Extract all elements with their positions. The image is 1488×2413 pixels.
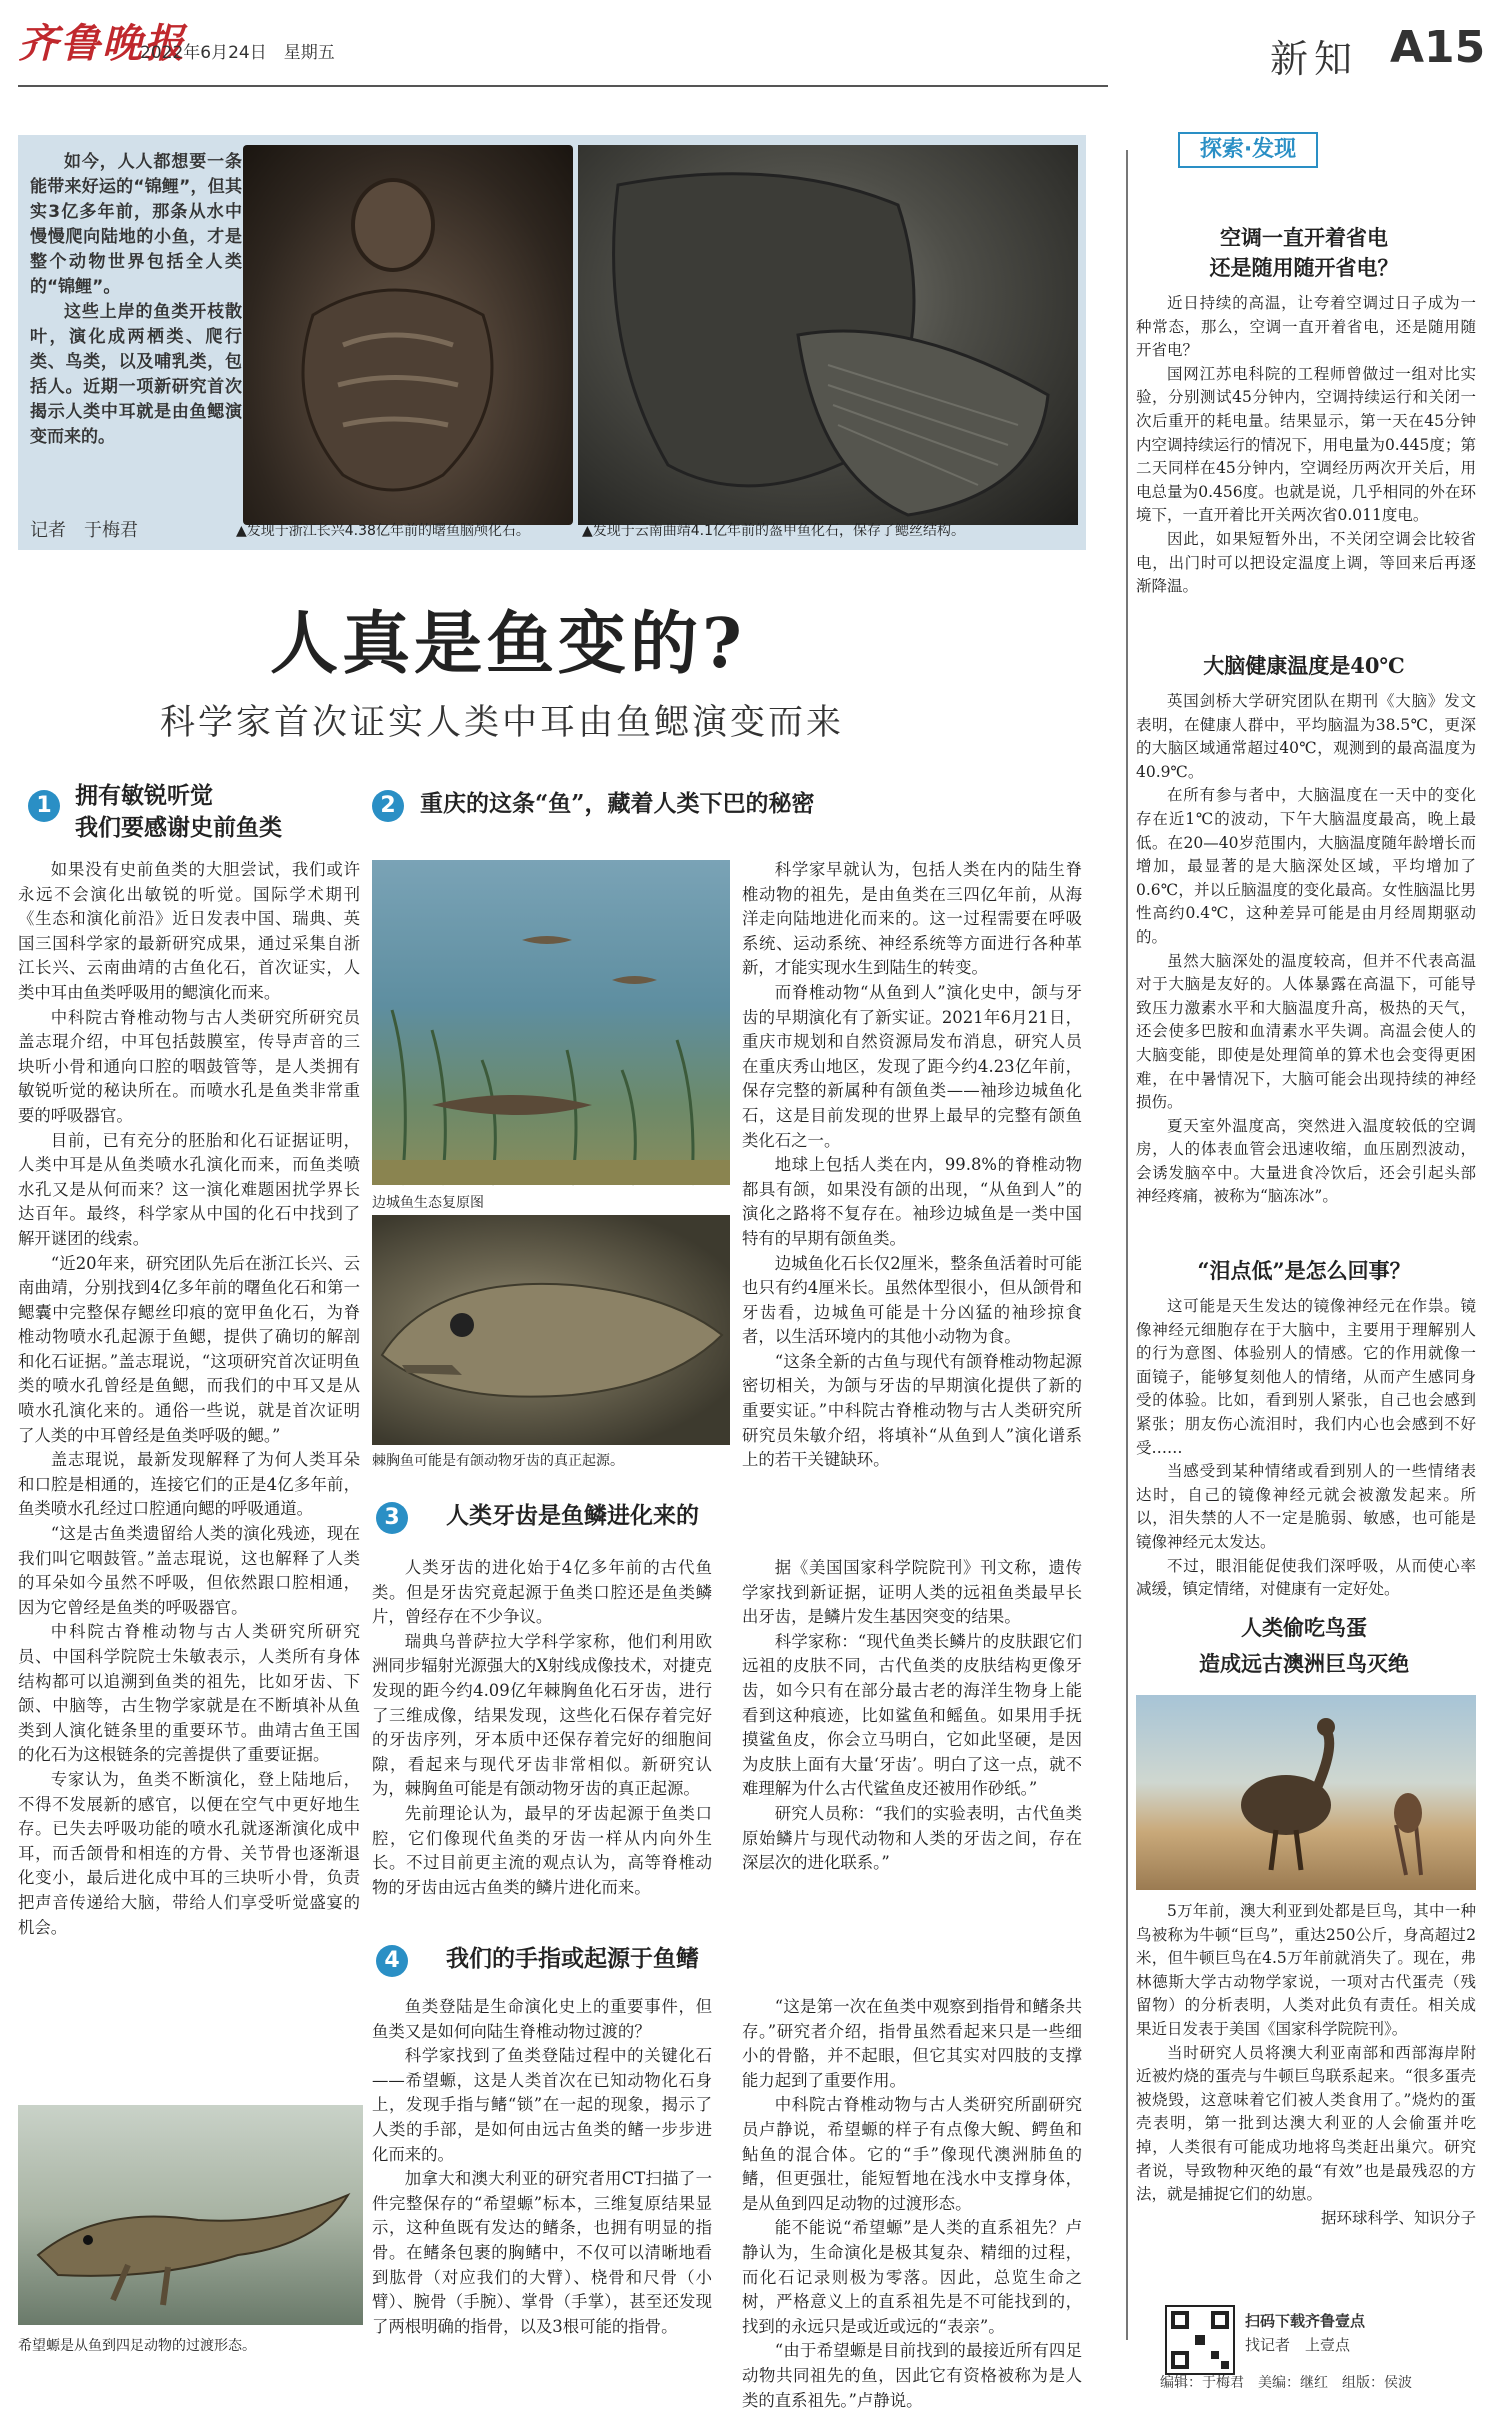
sidebar-a4-body [1136, 1900, 1476, 2230]
side-paragraph: 近日持续的高温，让夸着空调过日子成为一种常态，那么，空调一直开着省电，还是随用随开省电？ [1136, 294, 1476, 360]
side-paragraph: 5万年前，澳大利亚到处都是巨鸟，其中一种鸟被称为牛顿“巨鸟”，重达250公斤，身高超过2米，但牛顿巨鸟在4.5万年前就消失了。现在，弗林德斯大学古动物学家说，一项对古代蛋壳（残留物）的分析表明，人类对此负有责任。相关成果近日发表于美国《国家科学院院刊》。 [1136, 1902, 1476, 2038]
side-paragraph: 英国剑桥大学研究团队在期刊《大脑》发文表明，在健康人群中，平均脑温为38.5℃，更深的大脑区域通常超过40℃，观测到的最高温度为40.9℃。 [1136, 692, 1476, 781]
sidebar-a4-title-2: 造成远古澳洲巨鸟灭绝 [1199, 1651, 1409, 1676]
intro-paragraph: 如今，人人都想要一条能带来好运的“锦鲤”，但其实3亿多年前，那条从水中慢慢爬向陆地的小鱼，才是整个动物世界包括全人类的“锦鲤”。 [30, 152, 242, 297]
body-paragraph: “这条全新的古鱼与现代有颌脊椎动物起源密切相关，为颌与牙齿的早期演化提供了新的重要实证。”中科院古脊椎动物与古人类研究所研究员朱敏介绍，将填补“从鱼到人”演化谱系上的若干关键缺环。 [742, 1351, 1082, 1470]
fossil-photo-armor [578, 145, 1078, 525]
sidebar-a4-title-1: 人类偷吃鸟蛋 [1241, 1615, 1367, 1640]
newspaper-logo: 齐鲁晚报 [18, 20, 186, 67]
sidebar-a2-body [1136, 690, 1476, 1209]
fish2-caption: 棘胸鱼可能是有颌动物牙齿的真正起源。 [372, 1453, 624, 1469]
body-paragraph: “由于希望螈是目前找到的最接近所有四足动物共同祖先的鱼，因此它有资格被称为是人类的直系祖先。”卢静说。 [742, 2341, 1082, 2410]
body-paragraph: 研究人员称：“我们的实验表明，古代鱼类原始鳞片与现代动物和人类的牙齿之间，存在深层次的进化联系。” [742, 1803, 1082, 1873]
giant-bird-illustration [1136, 1695, 1476, 1890]
section-name: 新知 [1270, 37, 1359, 81]
section-2-title: 重庆的这条“鱼”，藏着人类下巴的秘密 [420, 790, 815, 817]
qr-code-icon[interactable] [1165, 2305, 1235, 2375]
section-1-body [18, 858, 360, 1940]
body-paragraph: 人类牙齿的进化始于4亿多年前的古代鱼类。但是牙齿究竟起源于鱼类口腔还是鱼类鳞片，曾经存在不少争议。 [372, 1558, 712, 1627]
body-paragraph: “这是第一次在鱼类中观察到指骨和鳍条共存。”研究者介绍，指骨虽然看起来只是一些细小的骨骼，并不起眼，但它其实对四肢的支撑能力起到了重要作用。 [742, 1997, 1082, 2090]
section-number-1: 1 [28, 790, 60, 822]
section-4-title: 我们的手指或起源于鱼鳍 [446, 1945, 699, 1972]
section-1-title-line1: 拥有敏锐听觉 [75, 782, 213, 809]
sidebar-a1-body [1136, 292, 1476, 599]
body-paragraph: 科学家称：“现代鱼类长鳞片的皮肤跟它们远祖的皮肤不同，古代鱼类的皮肤结构更像牙齿，如今只有在部分最古老的海洋生物身上能看到这种痕迹，比如鲨鱼和鳐鱼。如果用手抚摸鲨鱼皮，你会立马明白，它如此坚硬，是因为皮肤上面有大量‘牙齿’。明白了这一点，就不难理解为什么古代鲨鱼皮还被用作砂纸。” [742, 1631, 1082, 1799]
body-paragraph: 如果没有史前鱼类的大胆尝试，我们或许永远不会演化出敏锐的听觉。国际学术期刊《生态和演化前沿》近日发表中国、瑞典、英国三国科学家的最新研究成果，通过采集自浙江长兴、云南曲靖的古鱼化石，首次证实，人类中耳由鱼类呼吸用的鳃演化而来。 [18, 860, 360, 1002]
section-4-body-right [742, 1995, 1082, 2413]
reporter-byline: 记者 于梅君 [30, 520, 138, 541]
tiktaalik-caption: 希望螈是从鱼到四足动物的过渡形态。 [18, 2338, 256, 2354]
body-paragraph: 专家认为，鱼类不断演化，登上陆地后，不得不发展新的感官，以便在空气中更好地生存。已失去呼吸功能的喷水孔就逐渐演化成中耳，而舌颌骨和相连的方骨、关节骨也逐渐退化变小，最后进化成中耳的三块听小骨，负责把声音传递给大脑，带给人们享受听觉盛宴的机会。 [18, 1769, 360, 1937]
side-paragraph: 不过，眼泪能促使我们深呼吸，从而使心率减缓，镇定情绪，对健康有一定好处。 [1136, 1556, 1476, 1599]
jixiongyu-photo [372, 1215, 730, 1445]
body-paragraph: 据《美国国家科学院院刊》刊文称，遗传学家找到新证据，证明人类的远祖鱼类最早长出牙齿，是鳞片发生基因突变的结果。 [742, 1558, 1082, 1627]
fossil-photo-brain [243, 145, 573, 525]
fossil-caption-2: ▲发现于云南曲靖4.1亿年前的盔甲鱼化石，保存了鳃丝结构。 [582, 523, 966, 539]
body-paragraph: 能不能说“希望螈”是人类的直系祖先？卢静认为，生命演化是极其复杂、精细的过程，而化石记录则极为零落。因此，总览生命之树，严格意义上的直系祖先是不可能找到的，找到的永远只是或近或远的“表亲”。 [742, 2218, 1082, 2336]
section-number-2: 2 [372, 790, 404, 822]
body-paragraph: 加拿大和澳大利亚的研究者用CT扫描了一件完整保存的“希望螈”标本，三维复原结果显示，这种鱼既有发达的鳍条，也拥有明显的指骨。在鳍条包裹的胸鳍中，不仅可以清晰地看到肱骨（对应我们的大臂）、桡骨和尺骨（小臂）、腕骨（手腕）、掌骨（手掌），甚至还发现了两根明确的指骨，以及3根可能的指骨。 [372, 2169, 712, 2336]
body-paragraph: 目前，已有充分的胚胎和化石证据证明，人类中耳是从鱼类喷水孔演化而来，而鱼类喷水孔又是从何而来？这一演化难题困扰学界长达百年。最终，科学家从中国的化石中找到了解开谜团的线索。 [18, 1130, 360, 1248]
section-1-title-line2: 我们要感谢史前鱼类 [75, 814, 282, 841]
section-3-body-left [372, 1556, 712, 1900]
body-paragraph: 中科院古脊椎动物与古人类研究所研究员盖志琨介绍，中耳包括鼓膜室，传导声音的三块听小骨和通向口腔的咽鼓管等，是人类拥有敏锐听觉的秘诀所在。而喷水孔是鱼类非常重要的呼吸器官。 [18, 1007, 360, 1125]
issue-date: 2022年6月24日 星期五 [140, 43, 335, 63]
main-headline: 人真是鱼变的? [270, 604, 746, 684]
fish1-caption: 边城鱼生态复原图 [372, 1195, 484, 1211]
body-paragraph: 而脊椎动物“从鱼到人”演化史中，颌与牙齿的早期演化有了新实证。2021年6月21日，重庆市规划和自然资源局发布消息，研究人员在重庆秀山地区，发现了距今约4.23亿年前，保存完整的新属种有颌鱼类——袖珍边城鱼化石，这是目前发现的世界上最早的完整有颌鱼类化石之一。 [742, 982, 1082, 1150]
section-number-4: 4 [376, 1945, 408, 1977]
side-paragraph: 虽然大脑深处的温度较高，但并不代表高温对于大脑是友好的。人体暴露在高温下，可能导致压力激素水平和大脑温度升高，极热的天气，还会使多巴胺和血清素水平失调。高温会使人的大脑变能，即使是处理简单的算术也会变得更困难，在中暑情况下，大脑可能会出现持续的神经损伤。 [1136, 951, 1476, 1112]
body-paragraph: “这是古鱼类遗留给人类的演化残迹，现在我们叫它咽鼓管。”盖志琨说，这也解释了人类的耳朵如今虽然不呼吸，但依然跟口腔相通，因为它曾经是鱼类的呼吸器官。 [18, 1524, 360, 1617]
side-source: 据环球科学、知识分子 [1320, 2208, 1476, 2227]
side-paragraph: 因此，如果短暂外出，不关闭空调会比较省电，出门时可以把设定温度上调，等回来后再逐渐降温。 [1136, 529, 1476, 596]
masthead-rule [18, 85, 1108, 87]
page-number: A15 [1390, 22, 1486, 73]
fossil-caption-1: ▲发现于浙江长兴4.38亿年前的曙鱼脑颅化石。 [236, 523, 530, 539]
body-paragraph: 盖志琨说，最新发现解释了为何人类耳朵和口腔是相通的，连接它们的正是4亿多年前，鱼类喷水孔经过口腔通向鳃的呼吸通道。 [18, 1450, 360, 1519]
body-paragraph: 地球上包括人类在内，99.8%的脊椎动物都具有颌，如果没有颌的出现，“从鱼到人”的演化之路将不复存在。袖珍边城鱼是一类中国特有的早期有颌鱼类。 [742, 1155, 1082, 1248]
section-number-3: 3 [376, 1502, 408, 1534]
side-paragraph: 国网江苏电科院的工程师曾做过一组对比实验，分别测试45分钟内，空调持续运行和关闭一次后重开的耗电量。结果显示，第一天在45分钟内空调持续运行的情况下，用电量为0.445度；第二天同样在45分钟内，空调经历两次开关后，用电总量为0.456度。也就是说，几乎相同的外在环境下，一直开着比开关两次省0.011度电。 [1136, 364, 1476, 525]
sidebar-a3-title: “泪点低”是怎么回事？ [1197, 1258, 1411, 1283]
body-paragraph: 鱼类登陆是生命演化史上的重要事件，但鱼类又是如何向陆生脊椎动物过渡的？ [372, 1997, 712, 2041]
body-paragraph: 中科院古脊椎动物与古人类研究所研究员、中国科学院院士朱敏表示，人类所有身体结构都可以追溯到鱼类的祖先，比如牙齿、下颌、中脑等，古生物学家就是在不断填补从鱼类到人演化链条里的重要环节。曲靖古鱼王国的化石为这根链条的完善提供了重要证据。 [18, 1622, 360, 1765]
sub-headline: 科学家首次证实人类中耳由鱼鳃演变而来 [160, 703, 845, 743]
section-3-title: 人类牙齿是鱼鳞进化来的 [446, 1502, 699, 1529]
tiktaalik-illustration [18, 2105, 363, 2325]
section-4-body-left [372, 1995, 712, 2339]
side-paragraph: 夏天室外温度高，突然进入温度较低的空调房，人的体表血管会迅速收缩，血压剧烈波动，会诱发脑卒中。大量进食冷饮后，还会引起头部神经疼痛，被称为“脑冻冰”。 [1136, 1116, 1476, 1206]
page-credits: 编辑：于梅君 美编：继红 组版：侯波 [1160, 2375, 1412, 2391]
sidebar-divider [1126, 150, 1128, 2340]
intro-paragraph: 这些上岸的鱼类开枝散叶，演化成两栖类、爬行类、鸟类，以及哺乳类，包括人。近期一项新研究首次揭示人类中耳就是由鱼鳃演变而来的。 [30, 302, 242, 447]
qr-label-2: 找记者 上壹点 [1245, 2336, 1351, 2354]
body-paragraph: “近20年来，研究团队先后在浙江长兴、云南曲靖，分别找到4亿多年前的曙鱼化石和第一鳃囊中完整保存鳃丝印痕的宽甲鱼化石，为脊椎动物喷水孔起源于鱼鳃，提供了确切的解剖和化石证据。”盖志琨说，“这项研究首次证明鱼类的喷水孔曾经是鱼鳃，而我们的中耳又是从喷水孔演化来的。通俗一些说，就是首次证明了人类的中耳曾经是鱼类呼吸的鳃。” [18, 1253, 360, 1445]
side-paragraph: 在所有参与者中，大脑温度在一天中的变化存在近1℃的波动，下午大脑温度最高，晚上最低。在20—40岁范围内，大脑温度随年龄增长而增加，最显著的是大脑深处区域，平均增加了0.6℃，并以丘脑温度的变化最高。女性脑温比男性高约0.4℃，这种差异可能是由月经周期驱动的。 [1136, 786, 1476, 946]
qr-label-1: 扫码下载齐鲁壹点 [1245, 2312, 1366, 2330]
body-paragraph: 科学家早就认为，包括人类在内的陆生脊椎动物的祖先，是由鱼类在三四亿年前，从海洋走向陆地进化而来的。这一过程需要在呼吸系统、运动系统、神经系统等方面进行各种革新，才能实现水生到陆生的转变。 [742, 860, 1082, 978]
side-paragraph: 这可能是天生发达的镜像神经元在作祟。镜像神经元细胞存在于大脑中，主要用于理解别人的行为意图、体验别人的情感。它的作用就像一面镜子，能够复刻他人的情绪，从而产生感同身受的体验。比如，看到别人紧张，自己也会感到紧张；朋友伤心流泪时，我们内心也会感到不好受…… [1136, 1297, 1476, 1457]
body-paragraph: 中科院古脊椎动物与古人类研究所副研究员卢静说，希望螈的样子有点像大鲵、鳄鱼和鲇鱼的混合体。它的“手”像现代澳洲肺鱼的鳍，但更强壮，能短暂地在浅水中支撑身体，是从鱼到四足动物的过渡形态。 [742, 2095, 1082, 2213]
intro-text [30, 150, 242, 450]
side-paragraph: 当感受到某种情绪或看到别人的一些情绪表达时，自己的镜像神经元就会被激发起来。所以，泪失禁的人不一定是脆弱、敏感，也可能是镜像神经元太发达。 [1136, 1462, 1476, 1551]
body-paragraph: 边城鱼化石长仅2厘米，整条鱼活着时可能也只有约4厘米长。虽然体型很小，但从颌骨和牙齿看，边城鱼可能是十分凶猛的袖珍掠食者，以生活环境内的其他小动物为食。 [742, 1253, 1082, 1347]
section-2-body [742, 858, 1082, 1473]
body-paragraph: 先前理论认为，最早的牙齿起源于鱼类口腔，它们像现代鱼类的牙齿一样从内向外生长。不过目前更主流的观点认为，高等脊椎动物的牙齿由远古鱼类的鳞片进化而来。 [372, 1803, 712, 1897]
section-1-title [75, 780, 282, 844]
sidebar-a3-body [1136, 1295, 1476, 1602]
sidebar-a1-title-1: 空调一直开着省电 [1220, 225, 1388, 250]
sidebar-tag: 探索·发现 [1178, 132, 1318, 168]
body-paragraph: 科学家找到了鱼类登陆过程中的关键化石——希望螈，这是人类首次在已知动物化石身上，发现手指与鳍“锁”在一起的现象，揭示了人类的手部，是如何由远古鱼类的鳍一步步进化而来的。 [372, 2046, 712, 2164]
sidebar-a2-title: 大脑健康温度是40℃ [1203, 653, 1405, 678]
body-paragraph: 瑞典乌普萨拉大学科学家称，他们利用欧洲同步辐射光源强大的X射线成像技术，对捷克发现的距今约4.09亿年棘胸鱼化石牙齿，进行了三维成像，结果发现，这些化石保存着完好的牙齿序列，牙本质中还保存着完好的细胞间隙，看起来与现代牙齿非常相似。新研究认为，棘胸鱼可能是有颌动物牙齿的真正起源。 [372, 1631, 712, 1799]
sidebar-a1-title-2: 还是随用随开省电？ [1209, 255, 1399, 280]
section-3-body-right [742, 1556, 1082, 1876]
bianchengyu-reconstruction [372, 860, 730, 1185]
side-paragraph: 当时研究人员将澳大利亚南部和西部海岸附近被灼烧的蛋壳与牛顿巨鸟联系起来。“很多蛋壳被烧毁，这意味着它们被人类食用了。”烧灼的蛋壳表明，第一批到达澳大利亚的人会偷蛋并吃掉，人类很有可能成功地将鸟类赶出巢穴。研究者说，导致物种灭绝的最“有效”也是最残忍的方法，就是捕捉它们的幼崽。 [1136, 2043, 1476, 2204]
